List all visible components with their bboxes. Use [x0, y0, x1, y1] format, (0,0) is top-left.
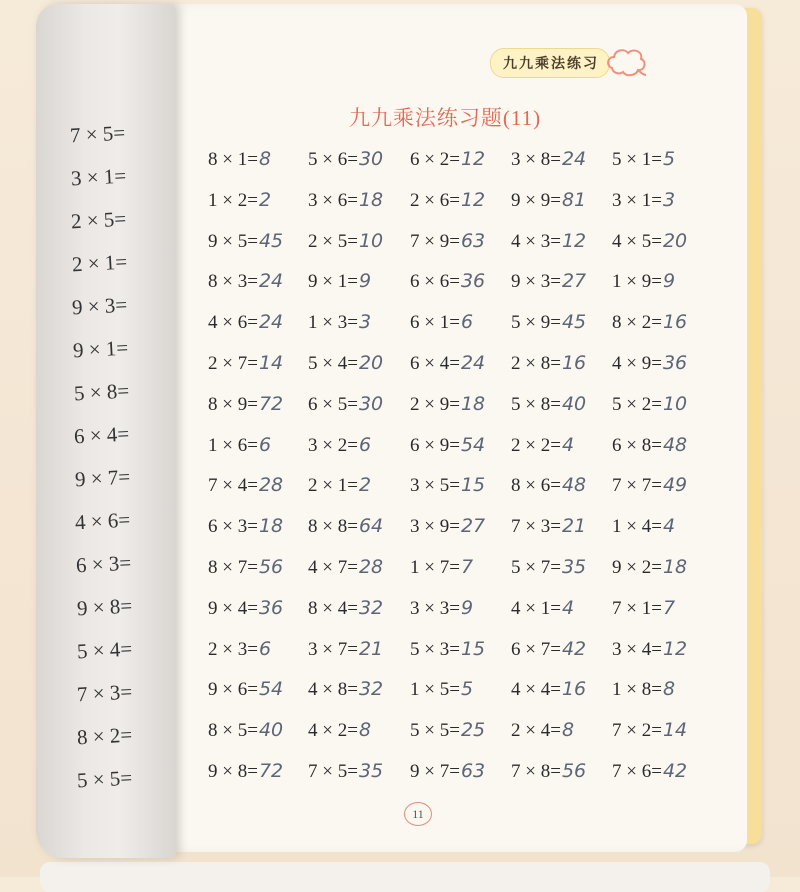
- exercise-item: [612, 474, 687, 497]
- handwritten-answer: 45: [561, 311, 587, 334]
- handwritten-answer: 54: [258, 678, 284, 701]
- exercise-item: [208, 719, 283, 742]
- exercise-item: [208, 352, 283, 375]
- exercise-question: 5 × 9=: [511, 312, 561, 334]
- left-page-question: 4 × 6=: [74, 507, 132, 535]
- exercise-question: 9 × 6=: [208, 679, 258, 701]
- left-page-question: 6 × 4=: [73, 421, 130, 449]
- handwritten-answer: 12: [460, 188, 486, 211]
- exercise-question: 6 × 2=: [410, 149, 460, 170]
- handwritten-answer: 28: [358, 556, 384, 578]
- exercise-question: 8 × 1=: [208, 149, 258, 170]
- left-page-question: 5 × 4=: [76, 636, 133, 664]
- exercise-item: [208, 148, 271, 171]
- handwritten-answer: 49: [662, 474, 688, 497]
- handwritten-answer: 9: [460, 596, 474, 619]
- exercise-question: 9 × 1=: [308, 271, 358, 293]
- left-page-question: 8 × 2=: [76, 722, 133, 750]
- handwritten-answer: 32: [358, 596, 384, 619]
- handwritten-answer: 21: [358, 637, 384, 660]
- exercise-question: 4 × 2=: [308, 720, 358, 742]
- exercise-item: [208, 189, 271, 212]
- exercise-item: [410, 678, 473, 701]
- exercise-item: [308, 230, 383, 253]
- exercise-question: 3 × 9=: [410, 516, 460, 538]
- exercise-question: 4 × 7=: [308, 557, 358, 578]
- exercise-item: [511, 760, 586, 783]
- exercise-item: [612, 515, 675, 538]
- handwritten-answer: 14: [662, 719, 688, 742]
- handwritten-answer: 2: [358, 474, 372, 497]
- exercise-question: 6 × 3=: [208, 516, 258, 538]
- exercise-question: 2 × 7=: [208, 353, 258, 374]
- handwritten-answer: 16: [662, 311, 688, 334]
- exercise-item: [511, 434, 574, 457]
- exercise-item: [208, 556, 283, 579]
- exercise-item: [410, 230, 485, 253]
- exercise-question: 3 × 6=: [308, 189, 358, 211]
- handwritten-answer: 24: [561, 148, 587, 170]
- handwritten-answer: 40: [561, 392, 587, 415]
- exercise-question: 5 × 3=: [410, 638, 460, 660]
- exercise-item: [308, 760, 383, 783]
- exercise-question: 8 × 3=: [208, 271, 258, 293]
- exercise-question: 8 × 7=: [208, 557, 258, 578]
- exercise-item: [511, 556, 586, 579]
- exercise-question: 5 × 4=: [308, 353, 358, 374]
- exercise-question: 1 × 7=: [410, 557, 460, 578]
- exercise-question: 3 × 5=: [410, 475, 460, 497]
- exercise-item: [410, 352, 485, 375]
- exercise-item: [308, 434, 371, 457]
- exercise-question: 7 × 9=: [410, 230, 460, 252]
- exercise-item: [410, 474, 485, 497]
- handwritten-answer: 12: [460, 148, 486, 170]
- exercise-item: [511, 189, 586, 212]
- exercise-question: 9 × 2=: [612, 557, 662, 578]
- handwritten-answer: 18: [358, 188, 384, 211]
- exercise-item: [511, 638, 586, 661]
- exercise-item: [612, 556, 687, 579]
- exercise-question: 3 × 4=: [612, 638, 662, 660]
- left-page-question: 3 × 1=: [69, 163, 127, 191]
- left-page-question: 9 × 3=: [71, 292, 129, 320]
- handwritten-answer: 15: [460, 474, 486, 497]
- handwritten-answer: 64: [358, 515, 384, 538]
- handwritten-answer: 6: [358, 433, 372, 456]
- exercise-item: [612, 638, 687, 661]
- handwritten-answer: 30: [358, 392, 384, 415]
- exercise-question: 4 × 6=: [208, 312, 258, 334]
- exercise-item: [612, 270, 675, 293]
- exercise-question: 5 × 7=: [511, 557, 561, 578]
- exercise-question: 7 × 3=: [511, 516, 561, 538]
- exercise-question: 1 × 6=: [208, 434, 258, 456]
- exercise-item: [612, 719, 687, 742]
- exercise-question: 3 × 2=: [308, 434, 358, 456]
- exercise-question: 8 × 9=: [208, 393, 258, 415]
- exercise-question: 6 × 7=: [511, 638, 561, 660]
- handwritten-answer: 36: [662, 352, 688, 374]
- exercise-question: 2 × 6=: [410, 189, 460, 211]
- handwritten-answer: 2: [258, 188, 272, 211]
- handwritten-answer: 36: [258, 596, 284, 619]
- handwritten-answer: 20: [358, 352, 384, 374]
- handwritten-answer: 8: [561, 719, 575, 742]
- handwritten-answer: 6: [258, 433, 272, 456]
- exercise-question: 6 × 4=: [410, 353, 460, 374]
- handwritten-answer: 63: [460, 760, 486, 782]
- exercise-item: [208, 678, 283, 701]
- exercise-question: 4 × 8=: [308, 679, 358, 701]
- exercise-question: 4 × 9=: [612, 353, 662, 374]
- exercise-question: 2 × 2=: [511, 434, 561, 456]
- exercise-item: [208, 474, 283, 497]
- exercise-item: [208, 515, 283, 538]
- exercise-question: 5 × 5=: [410, 720, 460, 742]
- exercise-item: [410, 597, 473, 620]
- handwritten-answer: 4: [561, 596, 575, 619]
- exercise-item: [612, 393, 687, 416]
- handwritten-answer: 63: [460, 229, 486, 252]
- exercise-item: [410, 719, 485, 742]
- exercise-question: 1 × 5=: [410, 679, 460, 701]
- exercise-item: [410, 311, 473, 334]
- page-title: 九九乘法练习题(11): [348, 106, 542, 130]
- exercise-item: [208, 393, 283, 416]
- handwritten-answer: 24: [258, 270, 284, 293]
- exercise-item: [308, 719, 371, 742]
- header-tag: [490, 48, 648, 78]
- left-page-question: 6 × 3=: [75, 550, 132, 578]
- exercise-item: [511, 352, 586, 375]
- handwritten-answer: 28: [258, 474, 284, 497]
- exercise-question: 9 × 9=: [511, 189, 561, 211]
- handwritten-answer: 8: [662, 678, 676, 701]
- exercise-item: [612, 597, 675, 620]
- left-page-question: 9 × 1=: [72, 335, 129, 363]
- exercise-item: [308, 311, 371, 334]
- exercise-item: [511, 719, 574, 742]
- cloud-bubble-icon: [604, 44, 648, 82]
- exercise-question: 1 × 9=: [612, 271, 662, 293]
- exercise-question: 2 × 1=: [308, 475, 358, 497]
- handwritten-answer: 8: [358, 719, 372, 742]
- handwritten-answer: 40: [258, 719, 284, 742]
- exercise-question: 2 × 8=: [511, 353, 561, 374]
- handwritten-answer: 16: [561, 352, 587, 374]
- exercise-item: [308, 270, 371, 293]
- handwritten-answer: 54: [460, 433, 486, 456]
- handwritten-answer: 18: [460, 392, 486, 415]
- header-tag-label: 九九乘法练习: [490, 48, 610, 78]
- left-page-question: 2 × 5=: [70, 206, 127, 234]
- handwritten-answer: 32: [358, 678, 384, 701]
- handwritten-answer: 42: [561, 637, 587, 660]
- handwritten-answer: 3: [662, 188, 676, 211]
- exercise-question: 9 × 5=: [208, 230, 258, 252]
- exercise-item: [308, 515, 383, 538]
- exercise-item: [410, 760, 485, 783]
- left-page-question: 5 × 8=: [72, 378, 130, 406]
- exercise-question: 1 × 8=: [612, 679, 662, 701]
- exercise-question: 7 × 2=: [612, 720, 662, 742]
- handwritten-answer: 5: [460, 678, 474, 701]
- exercise-item: [308, 638, 383, 661]
- exercise-question: 7 × 4=: [208, 475, 258, 497]
- exercise-question: 7 × 1=: [612, 597, 662, 619]
- exercise-item: [511, 474, 586, 497]
- handwritten-answer: 45: [258, 229, 284, 252]
- handwritten-answer: 48: [561, 474, 587, 497]
- handwritten-answer: 7: [460, 556, 474, 578]
- exercise-question: 6 × 8=: [612, 434, 662, 456]
- exercise-question: 4 × 4=: [511, 679, 561, 701]
- exercise-question: 3 × 7=: [308, 638, 358, 660]
- handwritten-answer: 27: [561, 270, 587, 293]
- left-page-question: 7 × 3=: [76, 679, 133, 707]
- handwritten-answer: 25: [460, 719, 486, 742]
- left-page-question: 9 × 7=: [74, 464, 131, 492]
- exercise-item: [511, 393, 586, 416]
- exercise-question: 5 × 2=: [612, 393, 662, 415]
- exercise-item: [612, 678, 675, 701]
- handwritten-answer: 4: [662, 515, 676, 538]
- exercise-item: [308, 352, 383, 375]
- exercise-question: 8 × 8=: [308, 516, 358, 538]
- exercise-question: 6 × 1=: [410, 312, 460, 334]
- exercise-item: [511, 515, 586, 538]
- exercise-question: 4 × 1=: [511, 597, 561, 619]
- handwritten-answer: 20: [662, 229, 688, 252]
- handwritten-answer: 56: [258, 556, 284, 578]
- exercise-question: 2 × 3=: [208, 638, 258, 660]
- handwritten-answer: 56: [561, 760, 587, 782]
- left-page-question: 7 × 5=: [69, 120, 126, 148]
- exercise-question: 3 × 3=: [410, 597, 460, 619]
- exercise-item: [612, 311, 687, 334]
- handwritten-answer: 12: [561, 229, 587, 252]
- exercise-item: [208, 638, 271, 661]
- exercise-item: [208, 311, 283, 334]
- exercise-item: [308, 678, 383, 701]
- exercise-question: 4 × 5=: [612, 230, 662, 252]
- exercise-item: [410, 148, 485, 171]
- handwritten-answer: 15: [460, 637, 486, 660]
- exercise-question: 6 × 9=: [410, 434, 460, 456]
- exercise-question: 5 × 8=: [511, 393, 561, 415]
- exercise-question: 8 × 4=: [308, 597, 358, 619]
- exercise-item: [511, 230, 586, 253]
- exercise-item: [612, 148, 675, 171]
- handwritten-answer: 10: [358, 229, 384, 252]
- handwritten-answer: 6: [258, 637, 272, 660]
- handwritten-answer: 6: [460, 311, 474, 334]
- exercise-question: 9 × 3=: [511, 271, 561, 293]
- exercise-question: 4 × 3=: [511, 230, 561, 252]
- exercise-question: 8 × 5=: [208, 720, 258, 742]
- exercise-item: [208, 230, 283, 253]
- handwritten-answer: 27: [460, 515, 486, 538]
- exercise-item: [410, 270, 485, 293]
- exercise-question: 1 × 3=: [308, 312, 358, 334]
- exercise-question: 7 × 6=: [612, 761, 662, 782]
- handwritten-answer: 9: [358, 270, 372, 293]
- exercise-item: [208, 434, 271, 457]
- exercise-question: 1 × 2=: [208, 189, 258, 211]
- handwritten-answer: 10: [662, 392, 688, 415]
- exercise-question: 9 × 8=: [208, 761, 258, 782]
- exercise-item: [410, 515, 485, 538]
- exercise-item: [208, 597, 283, 620]
- exercise-question: 5 × 6=: [308, 149, 358, 170]
- exercise-item: [208, 270, 283, 293]
- handwritten-answer: 9: [662, 270, 676, 293]
- exercise-question: 6 × 6=: [410, 271, 460, 293]
- handwritten-answer: 14: [258, 352, 284, 374]
- handwritten-answer: 8: [258, 148, 272, 170]
- exercise-question: 8 × 6=: [511, 475, 561, 497]
- exercise-item: [612, 434, 687, 457]
- exercise-item: [208, 760, 283, 783]
- exercise-item: [410, 434, 485, 457]
- handwritten-answer: 16: [561, 678, 587, 701]
- exercise-item: [511, 148, 586, 171]
- exercise-question: 9 × 7=: [410, 761, 460, 782]
- left-page-question: 5 × 5=: [76, 765, 133, 793]
- exercise-question: 6 × 5=: [308, 393, 358, 415]
- handwritten-answer: 30: [358, 148, 384, 170]
- exercise-item: [308, 597, 383, 620]
- exercise-item: [612, 352, 687, 375]
- exercise-item: [308, 474, 371, 497]
- handwritten-answer: 42: [662, 760, 688, 782]
- exercise-question: 7 × 5=: [308, 761, 358, 782]
- handwritten-answer: 24: [258, 311, 284, 334]
- exercise-question: 7 × 7=: [612, 475, 662, 497]
- next-book-edge: [40, 862, 770, 892]
- handwritten-answer: 5: [662, 148, 676, 170]
- exercise-item: [612, 230, 687, 253]
- handwritten-answer: 24: [460, 352, 486, 374]
- exercise-item: [308, 393, 383, 416]
- exercise-item: [511, 597, 574, 620]
- handwritten-answer: 18: [258, 515, 284, 538]
- exercise-question: 7 × 8=: [511, 761, 561, 782]
- exercise-item: [308, 148, 383, 171]
- exercise-question: 8 × 2=: [612, 312, 662, 334]
- handwritten-answer: 21: [561, 515, 587, 538]
- handwritten-answer: 72: [258, 760, 284, 782]
- handwritten-answer: 35: [358, 760, 384, 782]
- exercise-question: 2 × 9=: [410, 393, 460, 415]
- handwritten-answer: 7: [662, 596, 676, 619]
- handwritten-answer: 72: [258, 392, 284, 415]
- left-page-question: 2 × 1=: [71, 249, 128, 277]
- exercise-item: [410, 189, 485, 212]
- exercise-question: 9 × 4=: [208, 597, 258, 619]
- handwritten-answer: 81: [561, 188, 587, 211]
- exercise-item: [511, 311, 586, 334]
- exercise-item: [308, 189, 383, 212]
- page-number: 11: [404, 802, 432, 826]
- exercise-item: [308, 556, 383, 579]
- exercise-item: [511, 270, 586, 293]
- exercise-item: [612, 760, 687, 783]
- exercise-question: 2 × 4=: [511, 720, 561, 742]
- exercise-item: [410, 638, 485, 661]
- exercise-question: 5 × 1=: [612, 149, 662, 170]
- handwritten-answer: 3: [358, 311, 372, 334]
- handwritten-answer: 12: [662, 637, 688, 660]
- exercise-question: 3 × 1=: [612, 189, 662, 211]
- exercise-item: [410, 393, 485, 416]
- handwritten-answer: 36: [460, 270, 486, 293]
- handwritten-answer: 48: [662, 433, 688, 456]
- handwritten-answer: 18: [662, 556, 688, 578]
- exercise-item: [612, 189, 675, 212]
- exercise-question: 3 × 8=: [511, 149, 561, 170]
- left-page-question: 9 × 8=: [75, 593, 133, 621]
- exercise-item: [410, 556, 473, 579]
- exercise-item: [511, 678, 586, 701]
- exercise-question: 2 × 5=: [308, 230, 358, 252]
- exercise-question: 1 × 4=: [612, 516, 662, 538]
- handwritten-answer: 4: [561, 433, 575, 456]
- handwritten-answer: 35: [561, 556, 587, 578]
